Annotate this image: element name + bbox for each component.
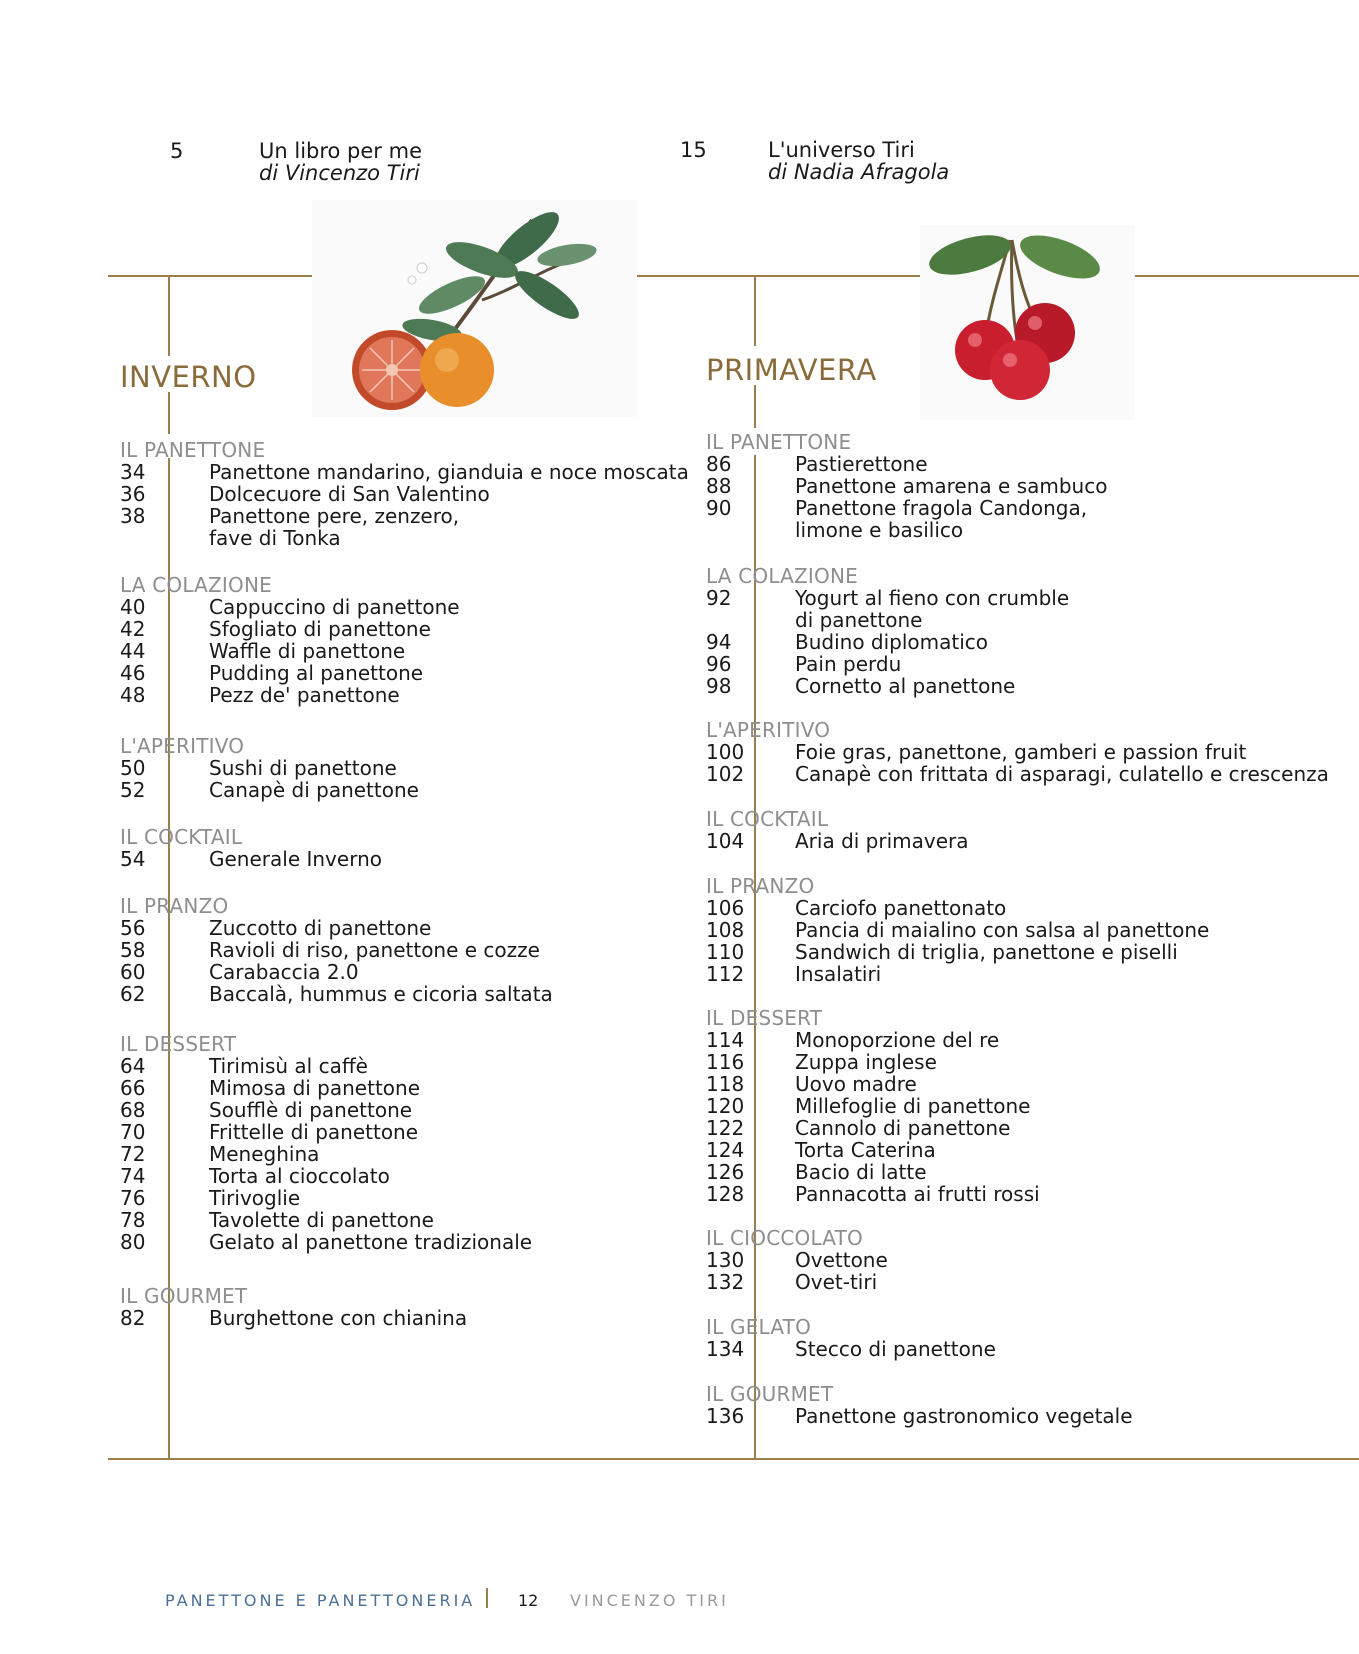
entry-page-number: 126 [706,1160,745,1184]
entry-title-line: Insalatiri [795,962,882,986]
entry-page-number: 128 [706,1182,745,1206]
section-title: L'APERITIVO [120,734,245,758]
section-title: IL GOURMET [120,1284,248,1308]
entry-title [795,1338,996,1360]
entry-title-line: Dolcecuore di San Valentino [209,482,490,506]
section-title: IL GELATO [706,1315,812,1339]
section-title: IL COCKTAIL [120,825,243,849]
entry-title-line: Pain perdu [795,652,902,676]
entry-title [795,1029,999,1051]
entry-page-number: 60 [120,960,146,984]
toc-entry[interactable] [120,847,382,871]
bottom-rule [108,1458,1359,1460]
toc-entry[interactable] [706,762,1329,786]
entry-title-line: Baccalà, hummus e cicoria saltata [209,982,553,1006]
entry-page-number: 40 [120,595,146,619]
entry-page-number: 130 [706,1248,745,1272]
intro-title: Un libro per me [259,139,422,163]
entry-title [209,1099,412,1121]
toc-entry[interactable] [120,1208,434,1232]
entry-title [795,1051,937,1073]
toc-section [120,438,689,550]
section-title: IL DESSERT [706,1006,823,1030]
entry-title-line: Sushi di panettone [209,756,397,780]
section-title: IL PANETTONE [120,438,266,462]
entry-title [209,757,397,779]
season-heading-inverno: INVERNO [120,360,257,394]
intro-page-number: 15 [680,138,707,162]
entry-title-line: Foie gras, panettone, gamberi e passion fruit [795,740,1247,764]
entry-title-line: Ravioli di riso, panettone e cozze [209,938,540,962]
entry-page-number: 50 [120,756,146,780]
entry-title [795,497,1087,541]
toc-entry[interactable] [120,683,400,707]
entry-title [795,1095,1030,1117]
entry-page-number: 104 [706,829,745,853]
entry-title [795,1405,1133,1427]
entry-title [209,1143,319,1165]
entry-title-line: Mimosa di panettone [209,1076,421,1100]
entry-title [209,505,459,549]
entry-title [209,662,423,684]
toc-entry[interactable] [120,504,460,550]
toc-entry[interactable] [120,1230,533,1254]
cherries-illustration [920,225,1135,420]
toc-entry[interactable] [120,482,490,506]
entry-title [795,741,1246,763]
toc-entry[interactable] [120,756,397,780]
entry-title [795,1249,888,1271]
entry-page-number: 38 [120,504,146,528]
section-title: LA COLAZIONE [120,573,272,597]
toc-entry[interactable] [120,960,359,984]
entry-title [795,1117,1010,1139]
entry-page-number: 48 [120,683,146,707]
entry-title-line: Pudding al panettone [209,661,424,685]
entry-title [209,779,419,801]
toc-entry[interactable] [120,1076,421,1100]
entry-title-line: Sfogliato di panettone [209,617,431,641]
toc-section [706,564,1070,698]
entry-page-number: 70 [120,1120,146,1144]
entry-title [209,684,400,706]
toc-section [120,894,553,1006]
entry-title [795,631,988,653]
toc-entry[interactable] [706,896,1007,920]
entry-title-line: Cappuccino di panettone [209,595,460,619]
toc-entry[interactable] [120,1186,301,1210]
entry-title-line: Gelato al panettone tradizionale [209,1230,533,1254]
entry-title-line: Yogurt al fieno con crumble [795,586,1070,610]
entry-title-line: Burghettone con chianina [209,1306,468,1330]
entry-title [209,1209,434,1231]
toc-entry[interactable] [706,496,1088,542]
entry-title-line: Panettone fragola Candonga, [795,496,1088,520]
entry-title-line: di panettone [795,608,923,632]
entry-page-number: 52 [120,778,146,802]
entry-page-number: 56 [120,916,146,940]
entry-page-number: 122 [706,1116,745,1140]
entry-page-number: 82 [120,1306,146,1330]
footer-author: VINCENZO TIRI [570,1591,729,1610]
entry-title [795,1271,877,1293]
entry-title [795,897,1006,919]
entry-title-line: Panettone gastronomico vegetale [795,1404,1133,1428]
top-rule-right [1098,275,1359,277]
entry-title-line: Sandwich di triglia, panettone e piselli [795,940,1178,964]
entry-page-number: 74 [120,1164,146,1188]
entry-title-line: Zuccotto di panettone [209,916,432,940]
toc-entry[interactable] [120,982,553,1006]
entry-page-number: 92 [706,586,732,610]
entry-title [795,963,881,985]
toc-entry[interactable] [706,630,989,654]
toc-entry[interactable] [706,652,902,676]
intro-author: di Nadia Afragola [768,160,950,184]
entry-page-number: 98 [706,674,732,698]
entry-page-number: 80 [120,1230,146,1254]
entry-title [795,675,1015,697]
section-title: L'APERITIVO [706,718,831,742]
entry-title [795,1139,936,1161]
entry-title [209,1121,418,1143]
entry-title-line: Zuppa inglese [795,1050,937,1074]
entry-title-line: Canapè con frittata di asparagi, culatello e crescenza [795,762,1329,786]
entry-title [209,1055,368,1077]
entry-title [795,941,1178,963]
entry-title-line: Cornetto al panettone [795,674,1016,698]
entry-title [795,919,1209,941]
entry-title [209,618,431,640]
entry-title-line: Meneghina [209,1142,320,1166]
entry-title-line: Torta Caterina [795,1138,936,1162]
footer-separator [486,1588,488,1608]
entry-page-number: 54 [120,847,146,871]
entry-title-line: Pastierettone [795,452,928,476]
entry-page-number: 72 [120,1142,146,1166]
entry-page-number: 110 [706,940,745,964]
entry-page-number: 90 [706,496,732,520]
toc-entry[interactable] [120,460,689,484]
entry-title [209,1165,390,1187]
entry-page-number: 62 [120,982,146,1006]
toc-section [706,718,1329,786]
section-title: IL COCKTAIL [706,807,829,831]
column-rule [168,276,170,356]
toc-entry[interactable] [120,1120,419,1144]
toc-entry[interactable] [706,1337,996,1361]
entry-title-line: Stecco di panettone [795,1337,996,1361]
entry-title [209,640,405,662]
entry-title-line: Tavolette di panettone [209,1208,434,1232]
entry-title [209,1077,420,1099]
entry-title [795,763,1329,785]
toc-entry[interactable] [120,916,432,940]
entry-title-line: Pannacotta ai frutti rossi [795,1182,1040,1206]
entry-title [795,475,1107,497]
entry-title-line: Carciofo panettonato [795,896,1007,920]
entry-page-number: 44 [120,639,146,663]
entry-title-line: Bacio di latte [795,1160,927,1184]
toc-entry[interactable] [706,1182,1040,1206]
toc-section [706,430,1108,542]
toc-entry[interactable] [120,778,419,802]
toc-section [706,1226,888,1294]
toc-entry[interactable] [706,1404,1133,1428]
intro-title: L'universo Tiri [768,138,915,162]
entry-title [209,939,540,961]
entry-title-line: Soufflè di panettone [209,1098,413,1122]
column-rule [168,392,170,434]
toc-entry[interactable] [706,940,1178,964]
toc-entry[interactable] [120,1164,390,1188]
section-title: IL PRANZO [120,894,229,918]
entry-title [209,1187,300,1209]
section-title: LA COLAZIONE [706,564,858,588]
entry-title-line: Panettone mandarino, gianduia e noce moscata [209,460,689,484]
toc-entry[interactable] [706,1248,888,1272]
toc-entry[interactable] [706,829,969,853]
toc-entry[interactable] [706,1138,936,1162]
entry-page-number: 68 [120,1098,146,1122]
toc-section [120,1284,468,1330]
entry-page-number: 34 [120,460,146,484]
entry-title-line: Canapè di panettone [209,778,419,802]
entry-page-number: 42 [120,617,146,641]
entry-page-number: 36 [120,482,146,506]
toc-entry[interactable] [706,1116,1011,1140]
entry-page-number: 88 [706,474,732,498]
section-title: IL PANETTONE [706,430,852,454]
entry-page-number: 64 [120,1054,146,1078]
entry-page-number: 58 [120,938,146,962]
footer-page-number: 12 [518,1591,539,1610]
entry-page-number: 66 [120,1076,146,1100]
toc-entry[interactable] [706,1072,917,1096]
toc-entry[interactable] [706,740,1247,764]
entry-title-line: Panettone pere, zenzero, [209,504,460,528]
toc-section [706,1382,1133,1428]
entry-page-number: 120 [706,1094,745,1118]
entry-title [209,1307,467,1329]
toc-entry[interactable] [706,1050,937,1074]
toc-section [706,874,1210,986]
entry-title [209,483,490,505]
entry-page-number: 134 [706,1337,745,1361]
entry-title-line: Tirimisù al caffè [209,1054,368,1078]
toc-entry[interactable] [120,1142,320,1166]
section-title: IL PRANZO [706,874,815,898]
intro-page-number: 5 [170,139,184,163]
entry-page-number: 116 [706,1050,745,1074]
entry-title [209,461,689,483]
toc-section [706,1006,1040,1206]
entry-title [795,653,901,675]
intro-entry[interactable] [768,139,949,183]
entry-title-line: Tirivoglie [209,1186,301,1210]
toc-entry[interactable] [706,962,882,986]
toc-entry[interactable] [120,938,540,962]
toc-entry[interactable] [120,1306,468,1330]
entry-title-line: Millefoglie di panettone [795,1094,1031,1118]
toc-entry[interactable] [706,674,1016,698]
entry-page-number: 94 [706,630,732,654]
entry-title-line: Waffle di panettone [209,639,406,663]
column-rule [754,276,756,346]
entry-title-line: Carabaccia 2.0 [209,960,359,984]
entry-title [209,961,359,983]
entry-page-number: 78 [120,1208,146,1232]
toc-entry[interactable] [706,452,928,476]
entry-title-line: Torta al cioccolato [209,1164,390,1188]
toc-section [706,807,969,853]
entry-page-number: 100 [706,740,745,764]
toc-section [120,573,460,707]
toc-entry[interactable] [120,595,460,619]
entry-title-line: Monoporzione del re [795,1028,1000,1052]
toc-entry[interactable] [706,918,1210,942]
entry-title-line: Pancia di maialino con salsa al panettone [795,918,1210,942]
toc-entry[interactable] [120,661,424,685]
entry-page-number: 106 [706,896,745,920]
entry-title-line: Pezz de' panettone [209,683,400,707]
toc-entry[interactable] [120,1098,413,1122]
entry-title-line: Ovettone [795,1248,888,1272]
entry-title-line: Panettone amarena e sambuco [795,474,1108,498]
column-rule [754,385,756,428]
entry-title-line: Generale Inverno [209,847,382,871]
entry-page-number: 118 [706,1072,745,1096]
entry-page-number: 46 [120,661,146,685]
entry-title-line: Uovo madre [795,1072,917,1096]
toc-entry[interactable] [706,1094,1031,1118]
entry-title [209,1231,532,1253]
section-title: IL CIOCCOLATO [706,1226,863,1250]
entry-page-number: 96 [706,652,732,676]
entry-page-number: 102 [706,762,745,786]
season-heading-primavera: PRIMAVERA [706,353,877,387]
toc-entry[interactable] [706,586,1070,632]
toc-entry[interactable] [706,1160,927,1184]
entry-title [795,830,969,852]
entry-page-number: 76 [120,1186,146,1210]
entry-title-line: Frittelle di panettone [209,1120,419,1144]
section-title: IL DESSERT [120,1032,237,1056]
entry-title [795,1161,927,1183]
toc-entry[interactable] [706,474,1108,498]
intro-author: di Vincenzo Tiri [259,161,420,185]
entry-title-line: fave di Tonka [209,526,341,550]
entry-page-number: 132 [706,1270,745,1294]
entry-page-number: 136 [706,1404,745,1428]
entry-title [795,453,928,475]
entry-title-line: Aria di primavera [795,829,969,853]
entry-page-number: 108 [706,918,745,942]
entry-title-line: limone e basilico [795,518,964,542]
toc-entry[interactable] [120,1054,368,1078]
toc-entry[interactable] [120,617,431,641]
entry-page-number: 124 [706,1138,745,1162]
entry-title [795,1073,917,1095]
toc-entry[interactable] [706,1270,878,1294]
toc-section [706,1315,996,1361]
toc-section [120,734,419,802]
toc-section [120,1032,533,1254]
entry-page-number: 112 [706,962,745,986]
entry-title-line: Ovet-tiri [795,1270,878,1294]
entry-title [209,848,382,870]
footer-book-title: PANETTONE E PANETTONERIA [165,1591,476,1610]
toc-section [120,825,382,871]
entry-title [209,596,460,618]
entry-page-number: 114 [706,1028,745,1052]
intro-entry[interactable] [259,140,422,184]
entry-title [795,587,1069,631]
entry-page-number: 86 [706,452,732,476]
toc-entry[interactable] [120,639,406,663]
entry-title [209,917,431,939]
entry-title [795,1183,1040,1205]
section-title: IL GOURMET [706,1382,834,1406]
entry-title-line: Budino diplomatico [795,630,989,654]
entry-title [209,983,553,1005]
entry-title-line: Cannolo di panettone [795,1116,1011,1140]
toc-entry[interactable] [706,1028,1000,1052]
blood-orange-illustration [312,200,637,417]
